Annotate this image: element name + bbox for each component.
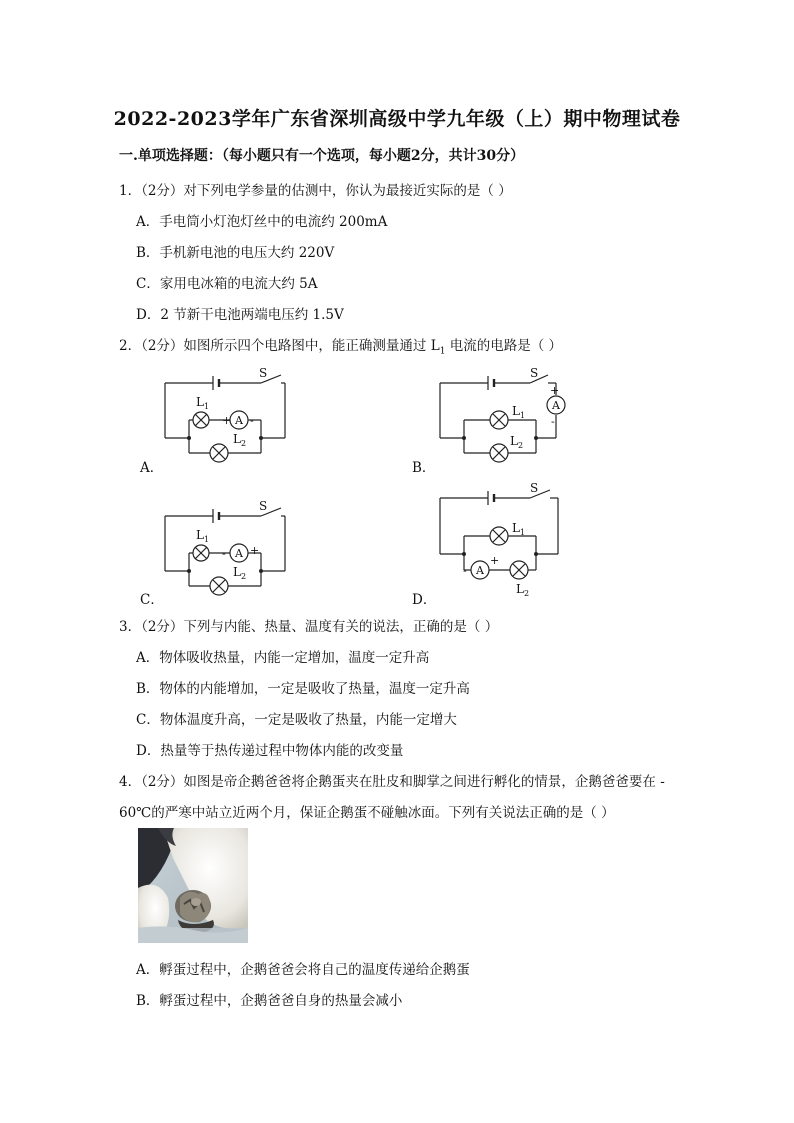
svg-text:1: 1 — [204, 402, 210, 411]
svg-text:2: 2 — [518, 441, 524, 450]
penguin-egg-photo — [138, 828, 248, 943]
question-2-stem-subscript: 1 — [439, 346, 446, 357]
svg-text:L: L — [233, 432, 241, 446]
svg-text:S: S — [259, 366, 268, 380]
section-heading: 一.单项选择题：（每小题只有一个选项，每小题2分，共计30分） — [119, 148, 525, 164]
question-3-stem: 3．（2分）下列与内能、热量、温度有关的说法，正确的是（ ） — [119, 619, 499, 635]
question-1-option-a: A．手电筒小灯泡灯丝中的电流约 200mA — [136, 214, 388, 230]
svg-text:+: + — [490, 554, 500, 567]
svg-text:2: 2 — [241, 572, 247, 581]
svg-text:-: - — [250, 414, 254, 427]
question-4-stem-line-1: 4．（2分）如图是帝企鹅爸爸将企鹅蛋夹在肚皮和脚掌之间进行孵化的情景，企鹅爸爸要在 - — [119, 774, 665, 790]
svg-text:-: - — [463, 564, 467, 577]
question-3-option-d: D．热量等于热传递过程中物体内能的改变量 — [136, 743, 404, 759]
svg-text:L: L — [512, 404, 520, 418]
svg-text:L: L — [196, 395, 204, 409]
svg-text:L: L — [512, 521, 520, 535]
svg-text:1: 1 — [520, 411, 526, 420]
question-2-option-d-label: D． — [412, 592, 437, 608]
svg-text:S: S — [530, 366, 539, 380]
question-3-option-c: C．物体温度升高，一定是吸收了热量，内能一定增大 — [136, 712, 457, 728]
svg-text:L: L — [516, 582, 524, 596]
question-1-option-d: D．2 节新干电池两端电压约 1.5V — [136, 307, 344, 323]
question-3-option-a: A．物体吸收热量，内能一定增加，温度一定升高 — [136, 650, 430, 666]
question-2-stem — [119, 334, 562, 357]
question-1-option-b: B．手机新电池的电压大约 220V — [136, 245, 335, 261]
svg-text:2: 2 — [241, 439, 247, 448]
question-2-option-b-label: B． — [412, 460, 436, 476]
question-1-stem: 1．（2分）对下列电学参量的估测中，你认为最接近实际的是（ ） — [119, 183, 512, 199]
question-1-option-c: C．家用电冰箱的电流大约 5A — [136, 276, 318, 292]
svg-text:-: - — [551, 415, 555, 428]
svg-text:S: S — [259, 499, 268, 513]
svg-text:L: L — [233, 565, 241, 579]
question-2-stem-text-end: 电流的电路是（ ） — [445, 338, 563, 354]
svg-text:A: A — [235, 414, 243, 427]
svg-text:+: + — [222, 414, 232, 427]
svg-text:L: L — [196, 528, 204, 542]
svg-text:A: A — [476, 564, 484, 577]
circuit-diagram-a — [155, 365, 295, 475]
svg-text:+: + — [550, 384, 560, 397]
question-2-stem-text: 2．（2分）如图所示四个电路图中，能正确测量通过 L — [119, 338, 440, 354]
question-2-option-c-label: C． — [140, 592, 164, 608]
svg-text:L: L — [510, 434, 518, 448]
svg-text:1: 1 — [204, 535, 210, 544]
svg-text:-: - — [222, 547, 226, 560]
question-4-option-a: A．孵蛋过程中，企鹅爸爸会将自己的温度传递给企鹅蛋 — [136, 962, 470, 978]
question-4-stem-line-2: 60℃的严寒中站立近两个月，保证企鹅蛋不碰触冰面。下列有关说法正确的是（ ） — [119, 805, 615, 821]
circuit-diagram-c — [155, 498, 295, 608]
question-4-option-b: B．孵蛋过程中，企鹅爸爸自身的热量会减小 — [136, 993, 403, 1009]
circuit-diagram-d — [430, 480, 580, 605]
svg-text:2: 2 — [524, 589, 530, 598]
circuit-diagram-b — [430, 365, 580, 475]
svg-text:1: 1 — [520, 528, 526, 537]
svg-text:A: A — [235, 547, 243, 560]
svg-text:A: A — [552, 399, 560, 412]
question-2-option-a-label: A． — [140, 460, 164, 476]
question-3-option-b: B．物体的内能增加，一定是吸收了热量，温度一定升高 — [136, 681, 470, 697]
svg-text:+: + — [250, 544, 260, 557]
svg-text:S: S — [530, 481, 539, 495]
page-title: 2022-2023学年广东省深圳高级中学九年级（上）期中物理试卷 — [113, 108, 681, 130]
